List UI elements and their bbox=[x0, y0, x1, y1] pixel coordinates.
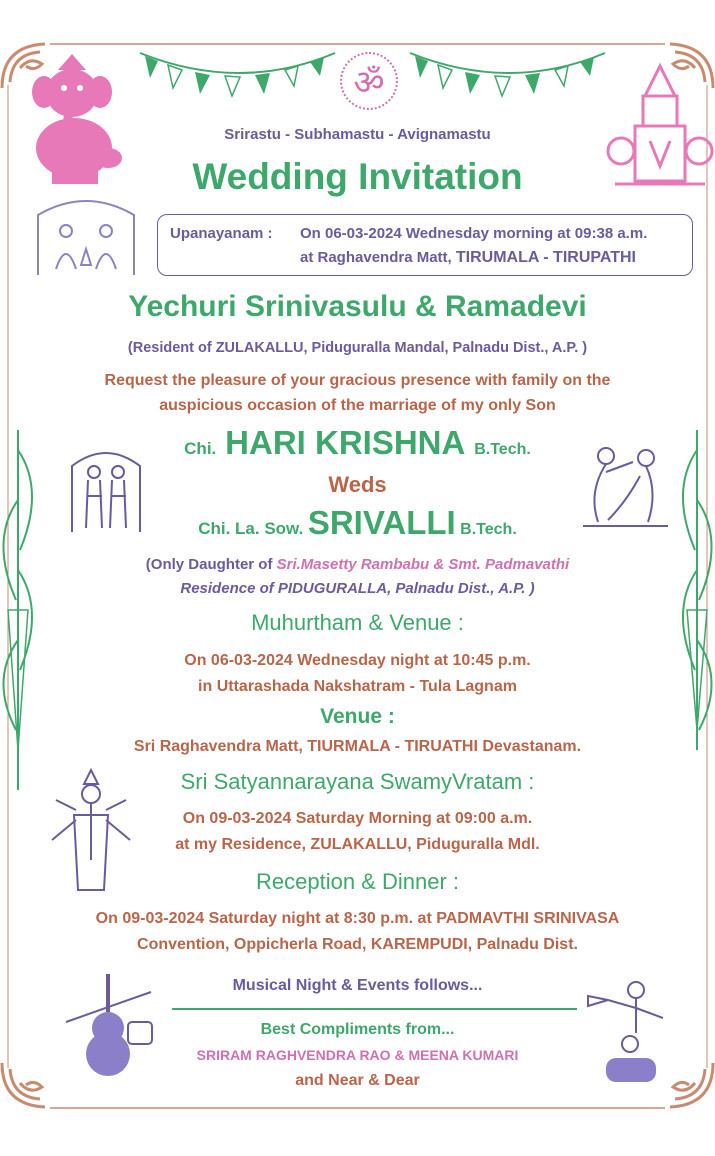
compliments-text: Best Compliments from... bbox=[260, 1021, 455, 1038]
page-title: Wedding Invitation bbox=[192, 156, 523, 197]
reception-line-2: Convention, Oppicherla Road, KAREMPUDI, Palnadu Dist. bbox=[137, 936, 578, 953]
upanayanam-venue-place: TIRUMALA - TIRUPATHI bbox=[455, 249, 636, 266]
muhurtham-line-2: in Uttarashada Nakshatram - Tula Lagnam bbox=[198, 678, 517, 695]
reception-heading: Reception & Dinner : bbox=[256, 869, 459, 894]
reception-line-1: On 09-03-2024 Saturday night at 8:30 p.m. at PADMAVTHI SRINIVASA bbox=[95, 910, 620, 927]
upanayanam-venue bbox=[300, 249, 636, 267]
muhurtham-heading: Muhurtham & Venue : bbox=[251, 610, 464, 635]
near-and-dear-text: and Near & Dear bbox=[295, 1072, 420, 1089]
venue-heading: Venue : bbox=[320, 705, 395, 728]
bride-degree: B.Tech. bbox=[460, 521, 517, 538]
bride-name: SRIVALLI bbox=[307, 504, 456, 541]
left-banana-leaves-icon bbox=[0, 430, 50, 790]
toran-left bbox=[140, 48, 340, 108]
weds-text: Weds bbox=[328, 472, 387, 497]
groom-degree: B.Tech. bbox=[474, 441, 531, 458]
venue-text: Sri Raghavendra Matt, TIURMALA - TIRUATHI Devastanam. bbox=[133, 738, 582, 755]
satyanarayana-deity-icon bbox=[46, 770, 136, 895]
footer-divider bbox=[172, 1008, 577, 1010]
groom-prefix: Chi. bbox=[184, 439, 217, 458]
bride-parents-line bbox=[0, 556, 715, 573]
musical-instruments-icon bbox=[66, 972, 156, 1082]
vratam-line-2: at my Residence, ZULAKALLU, Piduguralla Mdl. bbox=[175, 836, 540, 853]
toran-right bbox=[410, 48, 610, 108]
band-musicians-icon bbox=[588, 978, 678, 1088]
muhurtham-line-1: On 06-03-2024 Wednesday night at 10:45 p.m. bbox=[184, 652, 531, 669]
groom-name: HARI KRISHNA bbox=[225, 424, 466, 461]
upanayanam-ceremony-icon bbox=[36, 195, 136, 277]
wedding-ceremony-icon bbox=[578, 442, 673, 530]
bride-prefix: Chi. La. Sow. bbox=[198, 519, 304, 538]
compliments-names: SRIRAM RAGHVENDRA RAO & MEENA KUMARI bbox=[196, 1047, 519, 1063]
om-icon: ॐ bbox=[353, 63, 385, 103]
bride-parents-names: Sri.Masetty Rambabu & Smt. Padmavathi bbox=[276, 556, 570, 573]
upanayanam-venue-prefix: at Raghavendra Matt, bbox=[300, 249, 452, 266]
upanayanam-date: On 06-03-2024 Wednesday morning at 09:38 a.m. bbox=[300, 225, 648, 242]
musical-night-text: Musical Night & Events follows... bbox=[232, 977, 483, 994]
vratam-line-1: On 09-03-2024 Saturday Morning at 09:00 a.m. bbox=[182, 810, 533, 827]
bride-residence: Residence of PIDUGURALLA, Palnadu Dist., A.P. ) bbox=[180, 580, 535, 597]
om-emblem bbox=[340, 52, 398, 110]
request-line-1: Request the pleasure of your gracious presence with family on the bbox=[104, 372, 611, 389]
host-resident: (Resident of ZULAKALLU, Piduguralla Mandal, Palnadu Dist., A.P. ) bbox=[127, 340, 588, 356]
request-line-2: auspicious occasion of the marriage of my only Son bbox=[159, 397, 556, 414]
bride-parents-prefix: (Only Daughter of bbox=[145, 556, 273, 573]
upanayanam-label: Upanayanam : bbox=[170, 225, 273, 242]
deity-couple-icon bbox=[66, 446, 146, 534]
host-names: Yechuri Srinivasulu & Ramadevi bbox=[128, 290, 587, 323]
blessing-line: Srirastu - Subhamastu - Avignamastu bbox=[224, 126, 491, 143]
vratam-heading: Sri Satyannarayana SwamyVratam : bbox=[180, 769, 535, 794]
